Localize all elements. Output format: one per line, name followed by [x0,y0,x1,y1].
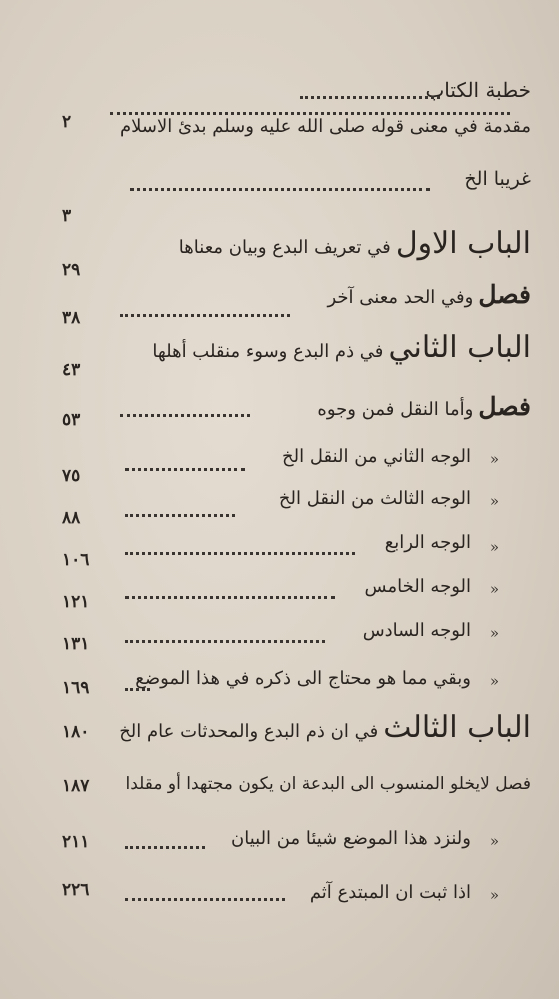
page-number: ٣ [62,206,72,226]
bullet-mark: « [489,450,499,468]
page-number: ٢٢٦ [62,880,90,900]
entry-title: خطبة الكتاب [425,78,531,102]
chapter-heading: الباب الثاني [388,330,531,365]
section-heading: فصل [478,392,531,421]
dot-leader [125,846,205,849]
dot-leader [300,96,440,99]
entry-title: غريبا الخ [464,168,531,190]
page-number: ١٠٦ [62,550,90,570]
bullet-mark: « [489,886,499,904]
entry-title: ولنزد هذا الموضع شيئا من البيان [231,828,471,849]
dot-leader [120,414,250,417]
page-number: ١٨٧ [62,776,90,796]
page-number: ١٦٩ [62,678,90,698]
toc-entry-fasl-3 [0,772,559,812]
toc-entry-muqaddima [0,108,559,148]
page-number: ٢ [62,112,72,132]
section-subtitle: وأما النقل فمن وجوه [317,399,474,420]
entry-title: الوجه السادس [362,620,471,641]
bullet-mark: « [489,832,499,850]
toc-entry-wajh-2 [0,446,559,486]
toc-entry-wajh-5 [0,576,559,616]
toc-entry-bab-2 [0,330,559,380]
toc-entry-fasl-2 [0,392,559,432]
toc-entry-fasl-1 [0,280,559,328]
entry-title: اذا ثبت ان المبتدع آثم [309,882,471,903]
entry-title: الوجه الثالث من النقل الخ [278,488,471,509]
bullet-mark: « [489,672,499,690]
dot-leader [125,552,355,555]
page-number: ٤٣ [62,360,81,380]
chapter-subtitle: في ذم البدع وسوء منقلب أهلها [152,341,384,362]
toc-entry-khutba [0,72,559,112]
dot-leader [125,596,335,599]
page-number: ١٢١ [62,592,90,612]
toc-entry-wajh-4 [0,532,559,572]
entry-title: وبقي مما هو محتاج الى ذكره في هذا الموضع [135,668,471,689]
bullet-mark: « [489,492,499,510]
entry-title [327,280,531,309]
page-number: ٧٥ [62,466,81,486]
toc-entry-muqaddima-cont [0,166,559,226]
dot-leader [125,640,325,643]
entry-title [152,330,531,365]
entry-title: الوجه الثاني من النقل الخ [282,446,471,467]
toc-entry-walnazid [0,828,559,868]
page-number: ٢١١ [62,832,90,852]
chapter-heading: الباب الاول [395,226,531,261]
toc-entry-wajh-6 [0,620,559,660]
section-subtitle: وفي الحد معنى آخر [327,287,474,308]
page-number: ٨٨ [62,508,81,528]
entry-title: الوجه الرابع [384,532,471,553]
toc-entry-bab-1 [0,226,559,280]
toc-entry-wajh-3 [0,488,559,528]
entry-title: مقدمة في معنى قوله صلى الله عليه وسلم بدئ الاسلام [119,116,531,137]
page-number: ٢٩ [62,260,81,280]
bullet-mark: « [489,624,499,642]
page-number: ١٨٠ [62,722,90,742]
page-number: ٥٣ [62,410,81,430]
chapter-heading: الباب الثالث [383,710,531,745]
section-heading: فصل [478,280,531,309]
dot-leader [110,112,510,115]
bullet-mark: « [489,580,499,598]
entry-title [119,710,531,745]
entry-title: الوجه الخامس [364,576,471,597]
toc-entry-baqiya [0,666,559,706]
entry-title: فصل لايخلو المنسوب الى البدعة ان يكون مجتهدا أو مقلدا [125,774,531,794]
dot-leader [125,514,235,517]
bullet-mark: « [489,538,499,556]
dot-leader [130,188,430,191]
entry-title [179,226,531,261]
chapter-subtitle: في ان ذم البدع والمحدثات عام الخ [119,721,379,742]
chapter-subtitle: في تعريف البدع وبيان معناها [178,237,391,258]
toc-entry-bab-3 [0,710,559,750]
entry-title [317,392,531,421]
dot-leader [120,314,290,317]
dot-leader [125,898,285,901]
dot-leader [125,468,245,471]
page-number: ١٣١ [62,634,90,654]
page-number: ٣٨ [62,308,81,328]
toc-entry-idha [0,880,559,920]
dot-leader [125,688,150,691]
